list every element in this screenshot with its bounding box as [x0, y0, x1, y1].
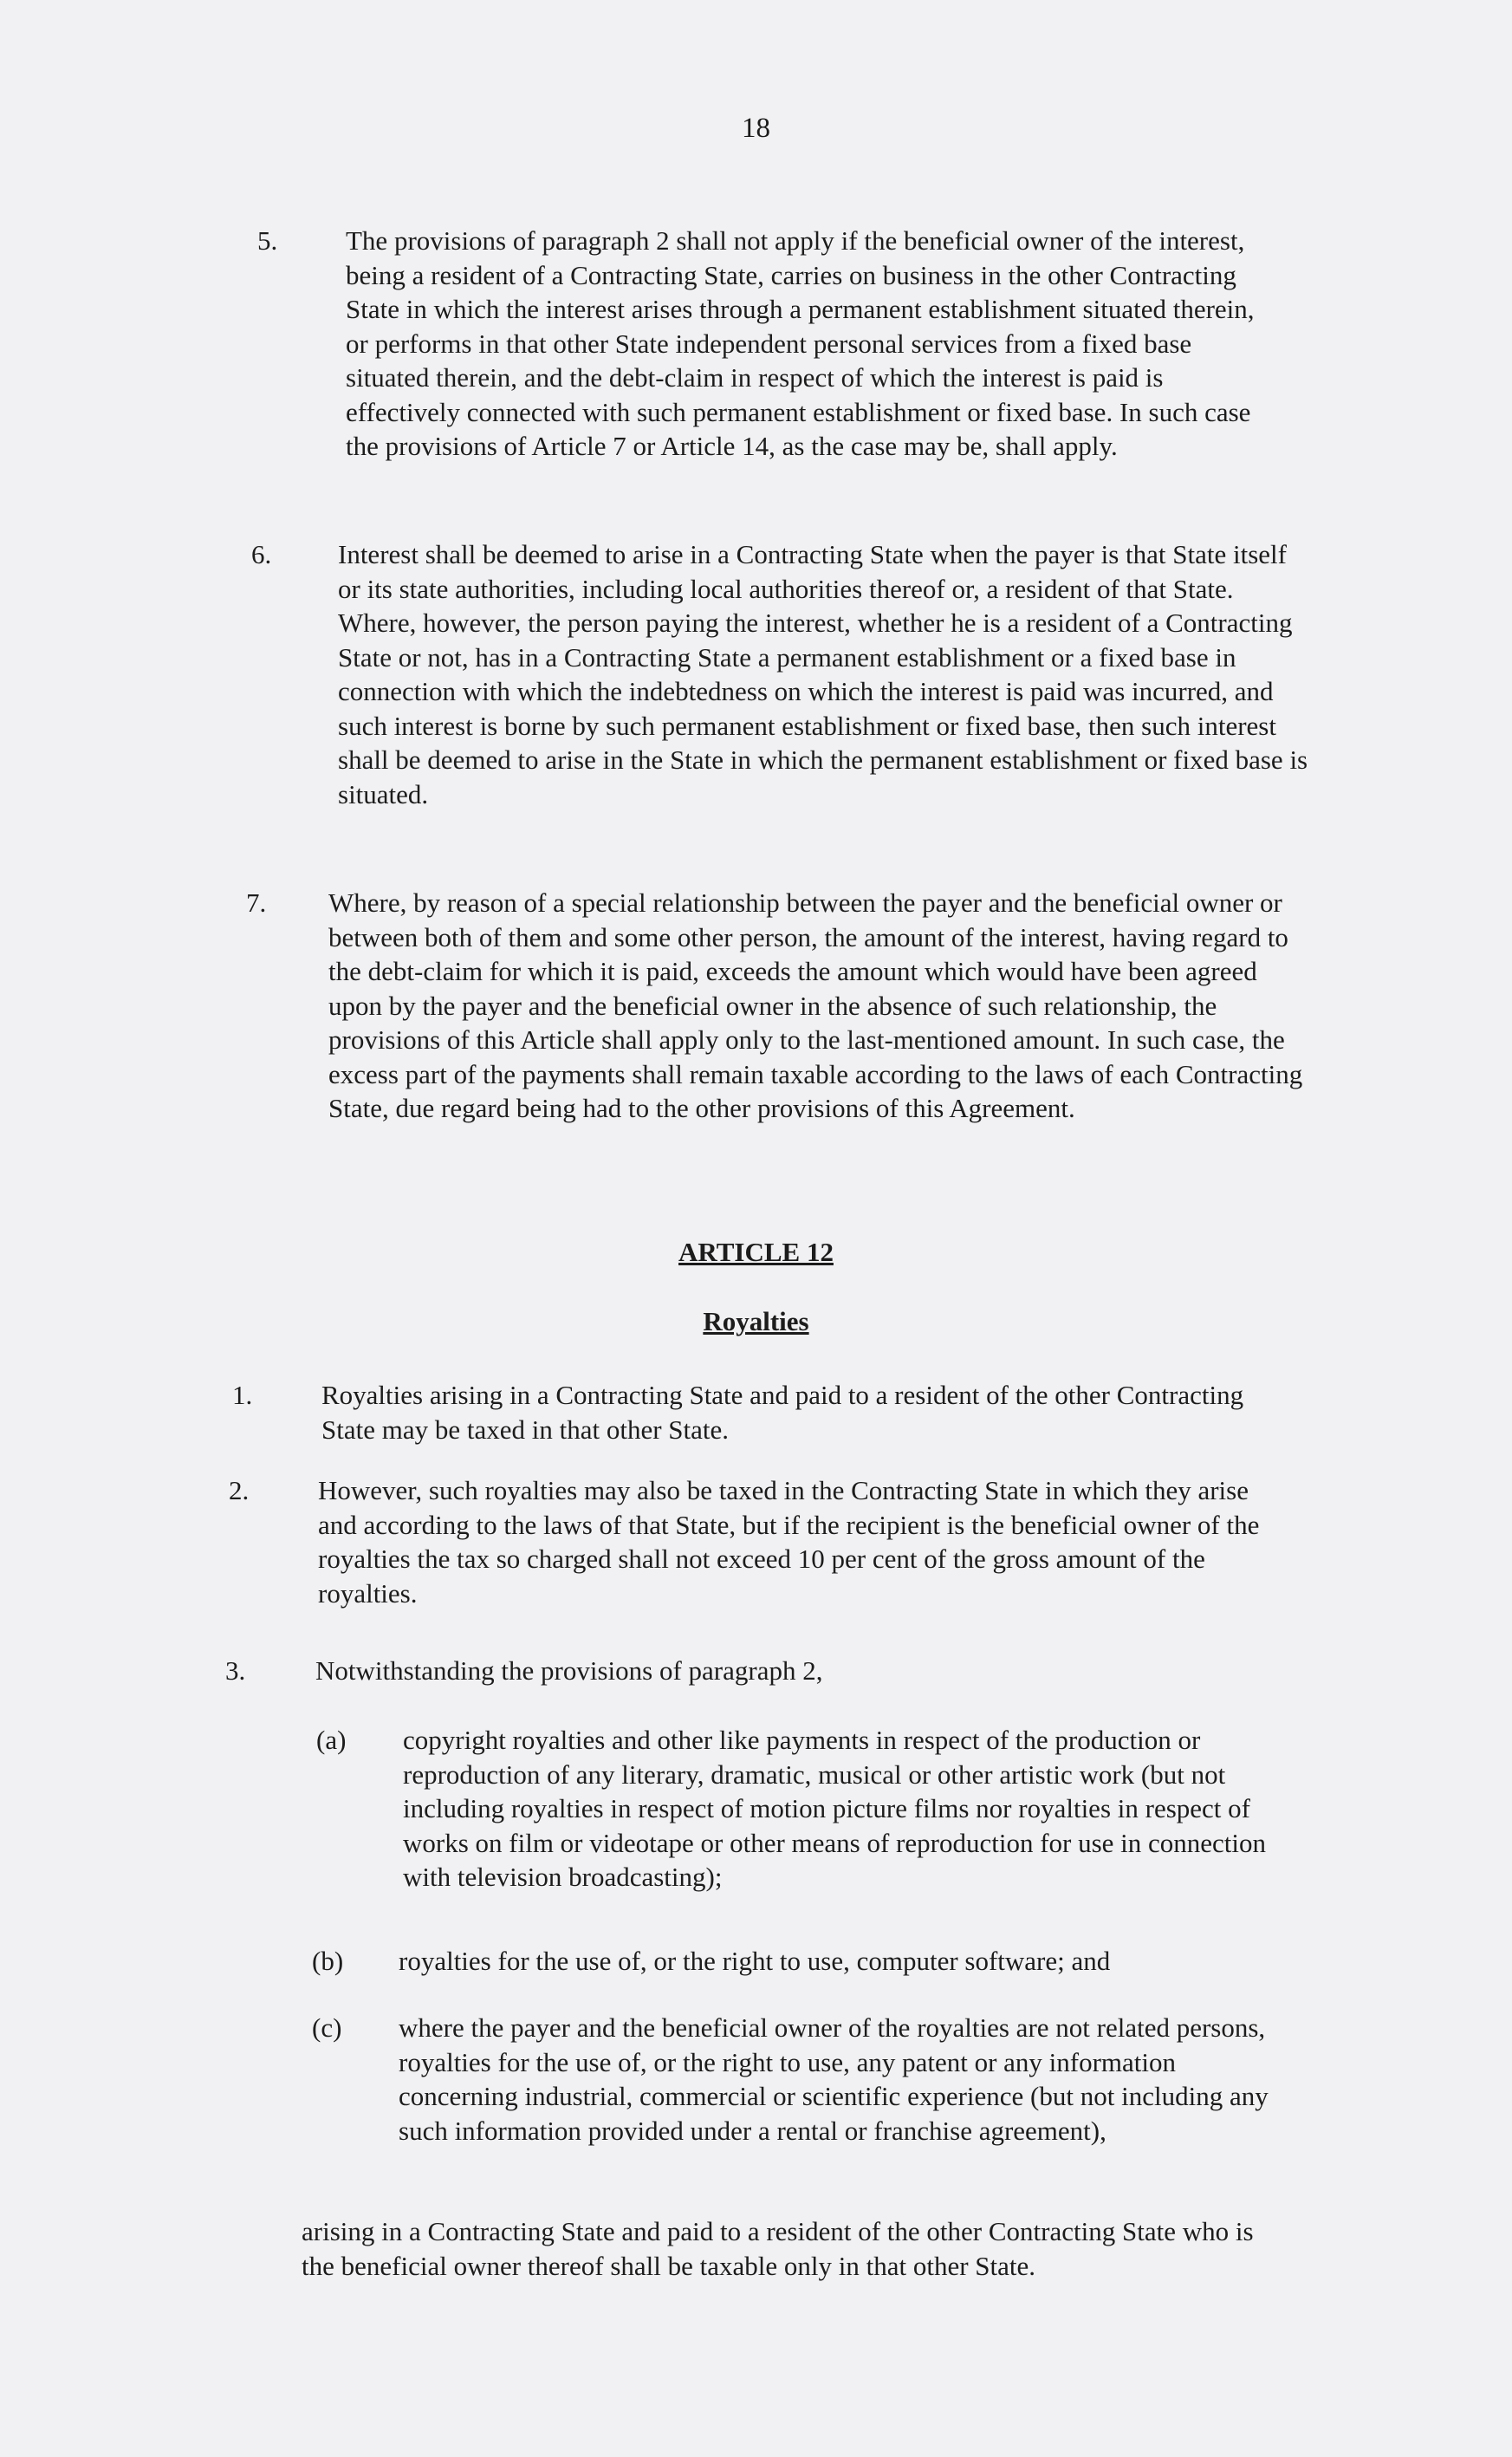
subparagraph-text: where the payer and the beneficial owner of the royalties are not related persons, royalties for the use of, or the right to use, any patent or any information concerning industrial, commercial or scientific experience (but not including any such information provided under a rental or franchise agreement),: [399, 2012, 1269, 2146]
article-heading: ARTICLE 12: [678, 1237, 834, 1267]
subparagraph-a: [316, 1723, 1304, 1895]
paragraph-6: [251, 537, 1313, 811]
subparagraph-label: (c): [312, 2012, 342, 2043]
subparagraph-text: copyright royalties and other like payments in respect of the production or reproduction of any literary, dramatic, musical or other artistic work (but not including royalties in respect of motion picture films nor royalties in respect of works on film or videotape or other means of reproduction for use in connection with television broadcasting);: [403, 1725, 1267, 1892]
royalties-paragraph-1: [232, 1378, 1272, 1446]
paragraph-text: Where, by reason of a special relationship between the payer and the beneficial owner or between both of them and some other person, the amount of the interest, having regard to the debt-claim for which it is paid, exceeds the amount which would have been agreed upon by the payer and the beneficial owner in the absence of such relationship, the provisions of this Article shall apply only to the last-mentioned amount. In such case, the excess part of the payments shall remain taxable according to the laws of each Contracting State, due regard being had to the other provisions of this Agreement.: [328, 887, 1303, 1123]
article-title: Royalties: [703, 1306, 809, 1336]
subparagraph-label: (a): [316, 1725, 347, 1755]
subparagraph-c: [312, 2011, 1300, 2148]
paragraph-5: [257, 224, 1280, 464]
paragraph-number: 5.: [257, 225, 278, 256]
paragraph-7: [246, 886, 1312, 1126]
royalties-paragraph-2: [229, 1473, 1277, 1610]
paragraph-number: 2.: [229, 1475, 250, 1505]
page-number: 18: [742, 113, 770, 144]
paragraph-text: The provisions of paragraph 2 shall not apply if the beneficial owner of the interest, being a resident of a Contracting State, carries on business in the other Contracting State in which the interest arises through a permanent establishment situated therein, or performs in that other State independent personal services from a fixed base situated therein, and the debt-claim in respect of which the interest is paid is effectively connected with such permanent establishment or fixed base. In such case the provisions of Article 7 or Article 14, as the case may be, shall apply.: [346, 225, 1255, 461]
paragraph-text: However, such royalties may also be taxed in the Contracting State in which they arise and according to the laws of that State, but if the recipient is the beneficial owner of the royalties the tax so charged shall not exceed 10 per cent of the gross amount of the royalties.: [318, 1475, 1260, 1609]
paragraph-number: 6.: [251, 539, 272, 569]
paragraph-number: 3.: [225, 1655, 246, 1686]
subparagraph-text: royalties for the use of, or the right to use, computer software; and: [399, 1946, 1111, 1976]
paragraph-text: Royalties arising in a Contracting State and paid to a resident of the other Contracting State may be taxed in that other State.: [321, 1380, 1244, 1445]
closing-text: arising in a Contracting State and paid to a resident of the other Contracting State who is the beneficial owner thereof shall be taxable only in that other State.: [302, 2216, 1254, 2281]
subparagraph-b: [312, 1944, 1300, 1979]
subparagraph-label: (b): [312, 1946, 344, 1976]
paragraph-text: Interest shall be deemed to arise in a Contracting State when the payer is that State itself or its state authorities, including local authorities thereof or, a resident of that State. Where, however, the person paying the interest, whether he is a resident of a Contracting State or not, has in a Contracting State a permanent establishment or a fixed base in connection with which the indebtedness on which the interest is paid was incurred, and such interest is borne by such permanent establishment or fixed base, then such interest shall be deemed to arise in the State in which the permanent establishment or fixed base is situated.: [338, 539, 1308, 809]
royalties-paragraph-3: [225, 1654, 1274, 1688]
paragraph-number: 1.: [232, 1380, 253, 1410]
paragraph-text: Notwithstanding the provisions of paragraph 2,: [315, 1655, 823, 1686]
paragraph-number: 7.: [246, 887, 267, 918]
